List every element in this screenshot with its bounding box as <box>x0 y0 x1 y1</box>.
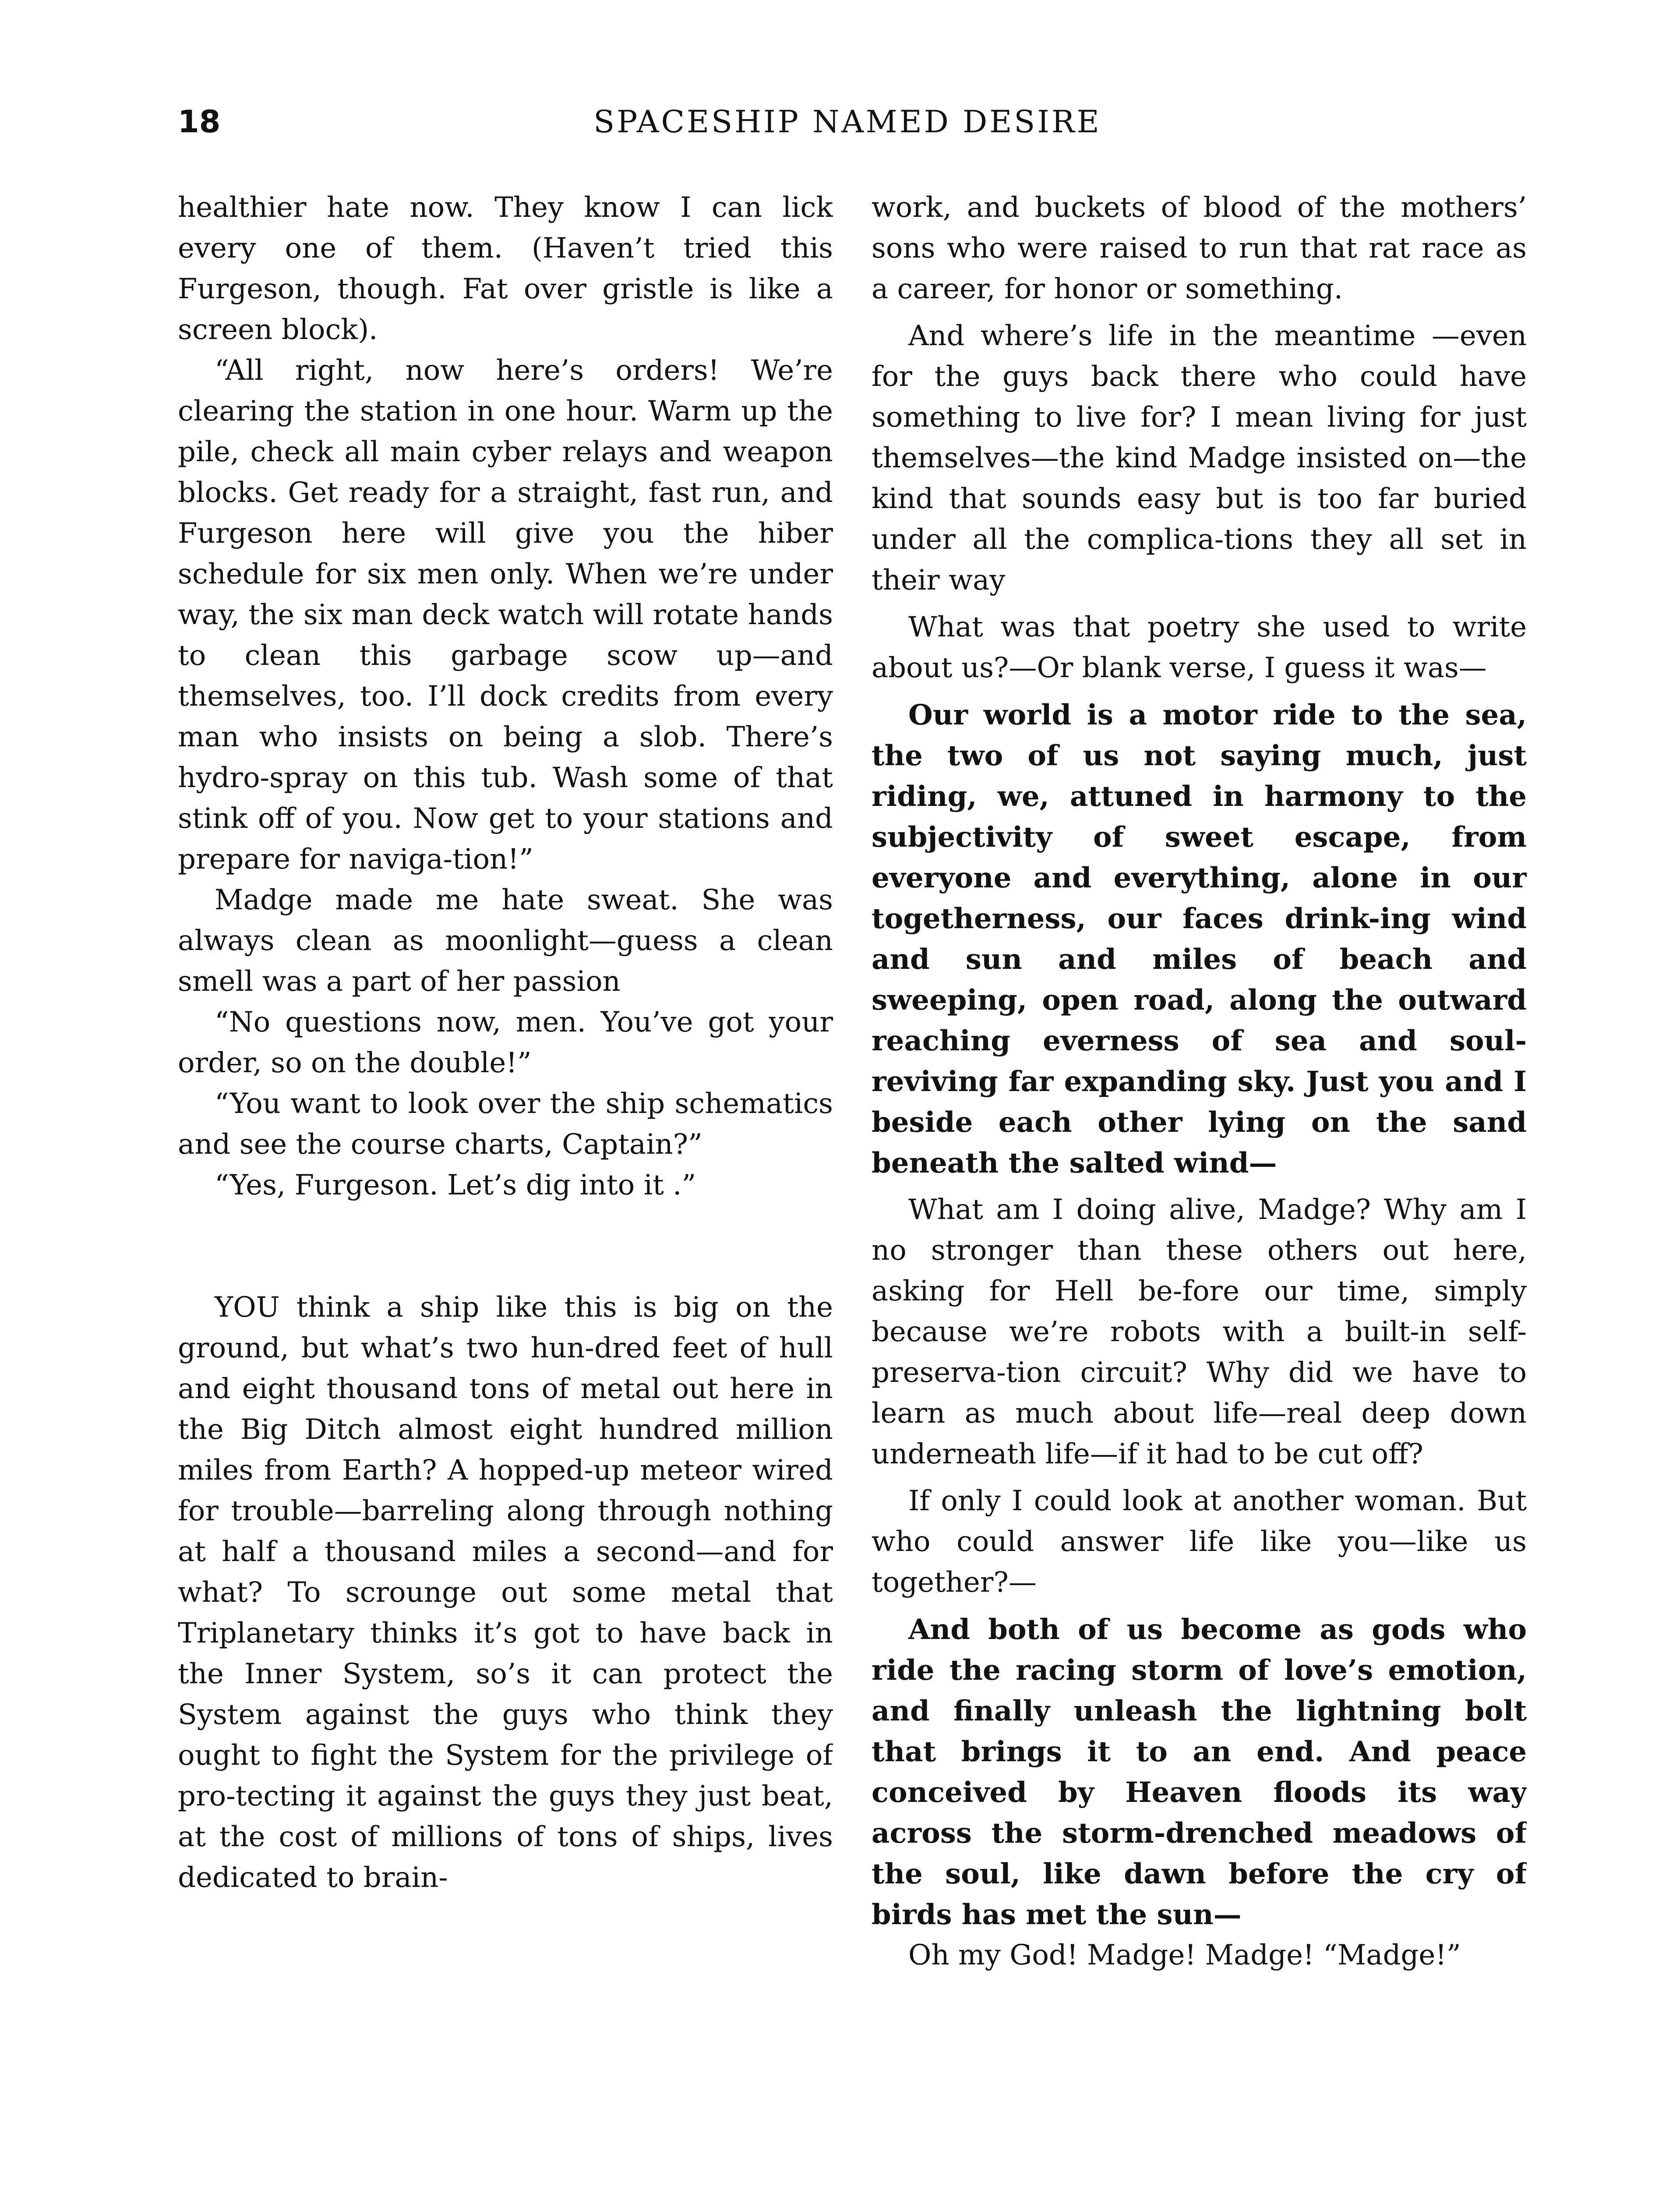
paragraph: Oh my God! Madge! Madge! “Madge!” <box>908 1939 1461 1971</box>
verse-paragraph: And both of us become as gods who ride the racing storm of love’s emotion, and finally unleash the lightning bolt that brings it to an end. And peace conceived by Heaven floods its way across the storm-drenched meadows of the soul, like dawn before the cry of birds has met the sun— <box>872 1613 1527 1931</box>
page-number: 18 <box>178 104 221 140</box>
paragraph: What am I doing alive, Madge? Why am I no stronger than these others out here, asking for Hell be-fore our time, simply because we’re robots with a built-in self-preserva-tion circuit? Why did we have to learn as much about life—real deep down underneath life—if it had to be cut off? <box>872 1194 1527 1470</box>
paragraph: If only I could look at another woman. But who could answer life like you—like us together?— <box>872 1485 1527 1599</box>
paragraph: “No questions now, men. You’ve got your order, so on the double!” <box>178 1006 833 1079</box>
book-title: SPACESHIP NAMED DESIRE <box>593 104 1101 140</box>
right-column <box>872 187 1527 2190</box>
running-head <box>178 100 1517 148</box>
paragraph: Madge made me hate sweat. She was always clean as moonlight—guess a clean smell was a part of her passion <box>178 884 833 998</box>
verse-paragraph: Our world is a motor ride to the sea, the two of us not saying much, just riding, we, attuned in harmony to the subjectivity of sweet escape, from everyone and everything, alone in our togetherness, our faces drink-ing wind and sun and miles of beach and sweeping, open road, along the outward reaching everness of sea and soul-reviving far expanding sky. Just you and I beside each other lying on the sand beneath the salted wind— <box>872 699 1527 1180</box>
paragraph: work, and buckets of blood of the mothers’ sons who were raised to run that rat race as a career, for honor or something. <box>872 191 1527 305</box>
paragraph: healthier hate now. They know I can lick every one of them. (Haven’t tried this Furgeson, though. Fat over gristle is like a screen block). <box>178 191 833 346</box>
paragraph: “All right, now here’s orders! We’re clearing the station in one hour. Warm up the pile, check all main cyber relays and weapon blocks. Get ready for a straight, fast run, and Furgeson here will give you the hiber schedule for six men only. When we’re under way, the six man deck watch will rotate hands to clean this garbage scow up—and themselves, too. I’ll dock credits from every man who insists on being a slob. There’s hydro-spray on this tub. Wash some of that stink off of you. Now get to your stations and prepare for naviga-tion!” <box>178 354 833 876</box>
paragraph: “You want to look over the ship schematics and see the course charts, Captain?” <box>178 1088 833 1161</box>
left-column <box>178 187 833 2190</box>
paragraph: And where’s life in the meantime —even for the guys back there who could have something to live for? I mean living for just themselves—the kind Madge insisted on—the kind that sounds easy but is too far buried under all the complica-tions they all set in their way <box>872 320 1527 597</box>
paragraph: “Yes, Furgeson. Let’s dig into it .” <box>215 1169 696 1201</box>
section-start-paragraph: YOU think a ship like this is big on the ground, but what’s two hun-dred feet of hull and eight thousand tons of metal out here in the Big Ditch almost eight hundred million miles from Earth? A hopped-up meteor wired for trouble—barreling along through nothing at half a thousand miles a second—and for what? To scrounge out some metal that Triplanetary thinks it’s got to have back in the Inner System, so’s it can protect the System against the guys who think they ought to fight the System for the privilege of pro-tecting it against the guys they just beat, at the cost of millions of tons of ships, lives dedicated to brain- <box>178 1291 833 1894</box>
paragraph: What was that poetry she used to write about us?—Or blank verse, I guess it was— <box>872 611 1527 684</box>
